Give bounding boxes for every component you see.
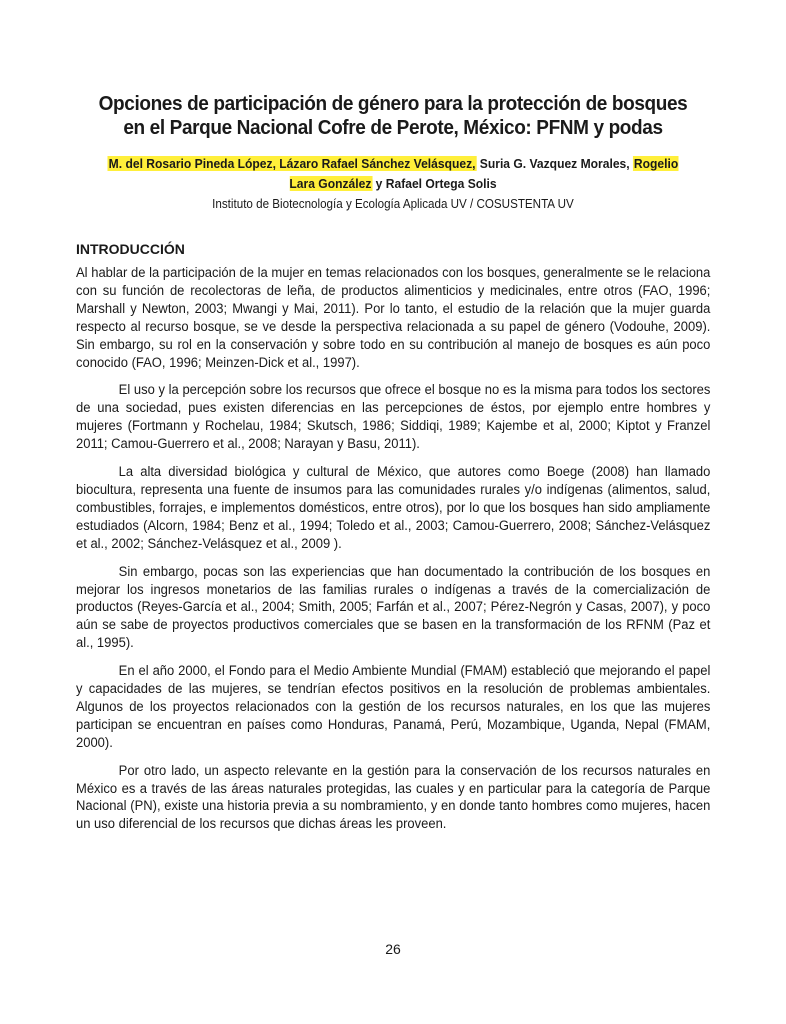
affiliation: Instituto de Biotecnología y Ecología Aplicada UV / COSUSTENTA UV: [212, 197, 574, 211]
author-text: Suria G. Vazquez Morales,: [476, 156, 633, 171]
paragraph: En el año 2000, el Fondo para el Medio Ambiente Mundial (FMAM) estableció que mejorando el papel y capacidades de las mujeres, se tendrían efectos positivos en la resolución de problemas ambientales. Algunos de los proyectos relacionados con la gestión de los recursos naturales, en los que las mujeres participan se encuentran en países como Honduras, Panamá, Perú, Mozambique, Uganda, Nepal (FMAM, 2000).: [76, 663, 711, 750]
page-number: 26: [385, 941, 401, 957]
body-text: [76, 264, 710, 843]
paragraph: Por otro lado, un aspecto relevante en la gestión para la conservación de los recursos naturales en México es a través de las áreas naturales protegidas, las cuales y en particular para la categoría de Parque Nacional (PN), existe una historia previa a su nombramiento, y en donde tanto hombres como mujeres, hacen un uso diferencial de los recursos que dichas áreas les proveen.: [76, 762, 711, 832]
author-highlight: M. del Rosario Pineda López, Lázaro Rafael Sánchez Velásquez,: [108, 156, 476, 171]
paragraph: Al hablar de la participación de la mujer en temas relacionados con los bosques, generalmente se le relaciona con su función de recolectoras de leña, de productos alimenticios y medicinales, entre otros (FAO, 1996; Marshall y Newton, 2003; Mwangi y Mai, 2011). Por lo tanto, el estudio de la relación que la mujer guarda respecto al recurso bosque, se ve desde la perspectiva relacionada a su papel de género (Vodouhe, 2009). Sin embargo, su rol en la conservación y sobre todo en su contribución al manejo de bosques es aún poco conocido (FAO, 1996; Meinzen-Dick et al., 1997).: [76, 265, 711, 370]
author-text: y Rafael Ortega Solis: [372, 176, 497, 191]
paragraph: La alta diversidad biológica y cultural de México, que autores como Boege (2008) han llamado biocultura, representa una fuente de insumos para las comunidades rurales y/o indígenas (alimentos, salud, combustibles, forrajes, e implementos domésticos, entre otros), por lo que los bosques han sido ampliamente estudiados (Alcorn, 1984; Benz et al., 1994; Toledo et al., 2003; Camou-Guerrero, 2008; Sánchez-Velásquez et al., 2002; Sánchez-Velásquez et al., 2009 ).: [76, 464, 711, 551]
section-heading: INTRODUCCIÓN: [76, 241, 185, 257]
paragraph: El uso y la percepción sobre los recursos que ofrece el bosque no es la misma para todos los sectores de una sociedad, pues existen diferencias en las percepciones de éstos, por ejemplo entre hombres y mujeres (Fortmann y Rochelau, 1984; Skutsch, 1986; Siddiqi, 1989; Kajembe et al, 2000; Kiptot y Franzel 2011; Camou-Guerrero et al., 2008; Narayan y Basu, 2011).: [76, 382, 711, 452]
paper-title: Opciones de participación de género para la protección de bosques en el Parque Nacional Cofre de Perote, México: PFNM y podas: [98, 93, 688, 139]
author-highlight: Rogelio Lara González: [289, 156, 679, 191]
paragraph: Sin embargo, pocas son las experiencias que han documentado la contribución de los bosques en mejorar los ingresos monetarios de las familias rurales o indígenas a través de la comercialización de productos (Reyes-García et al., 2004; Smith, 2005; Farfán et al., 2007; Pérez-Negrón y Casas, 2007), y poco aún se sabe de proyectos productivos comerciales que se basen en la transformación de los RFNM (Paz et al., 1995).: [76, 563, 711, 651]
author-list: [98, 154, 688, 194]
